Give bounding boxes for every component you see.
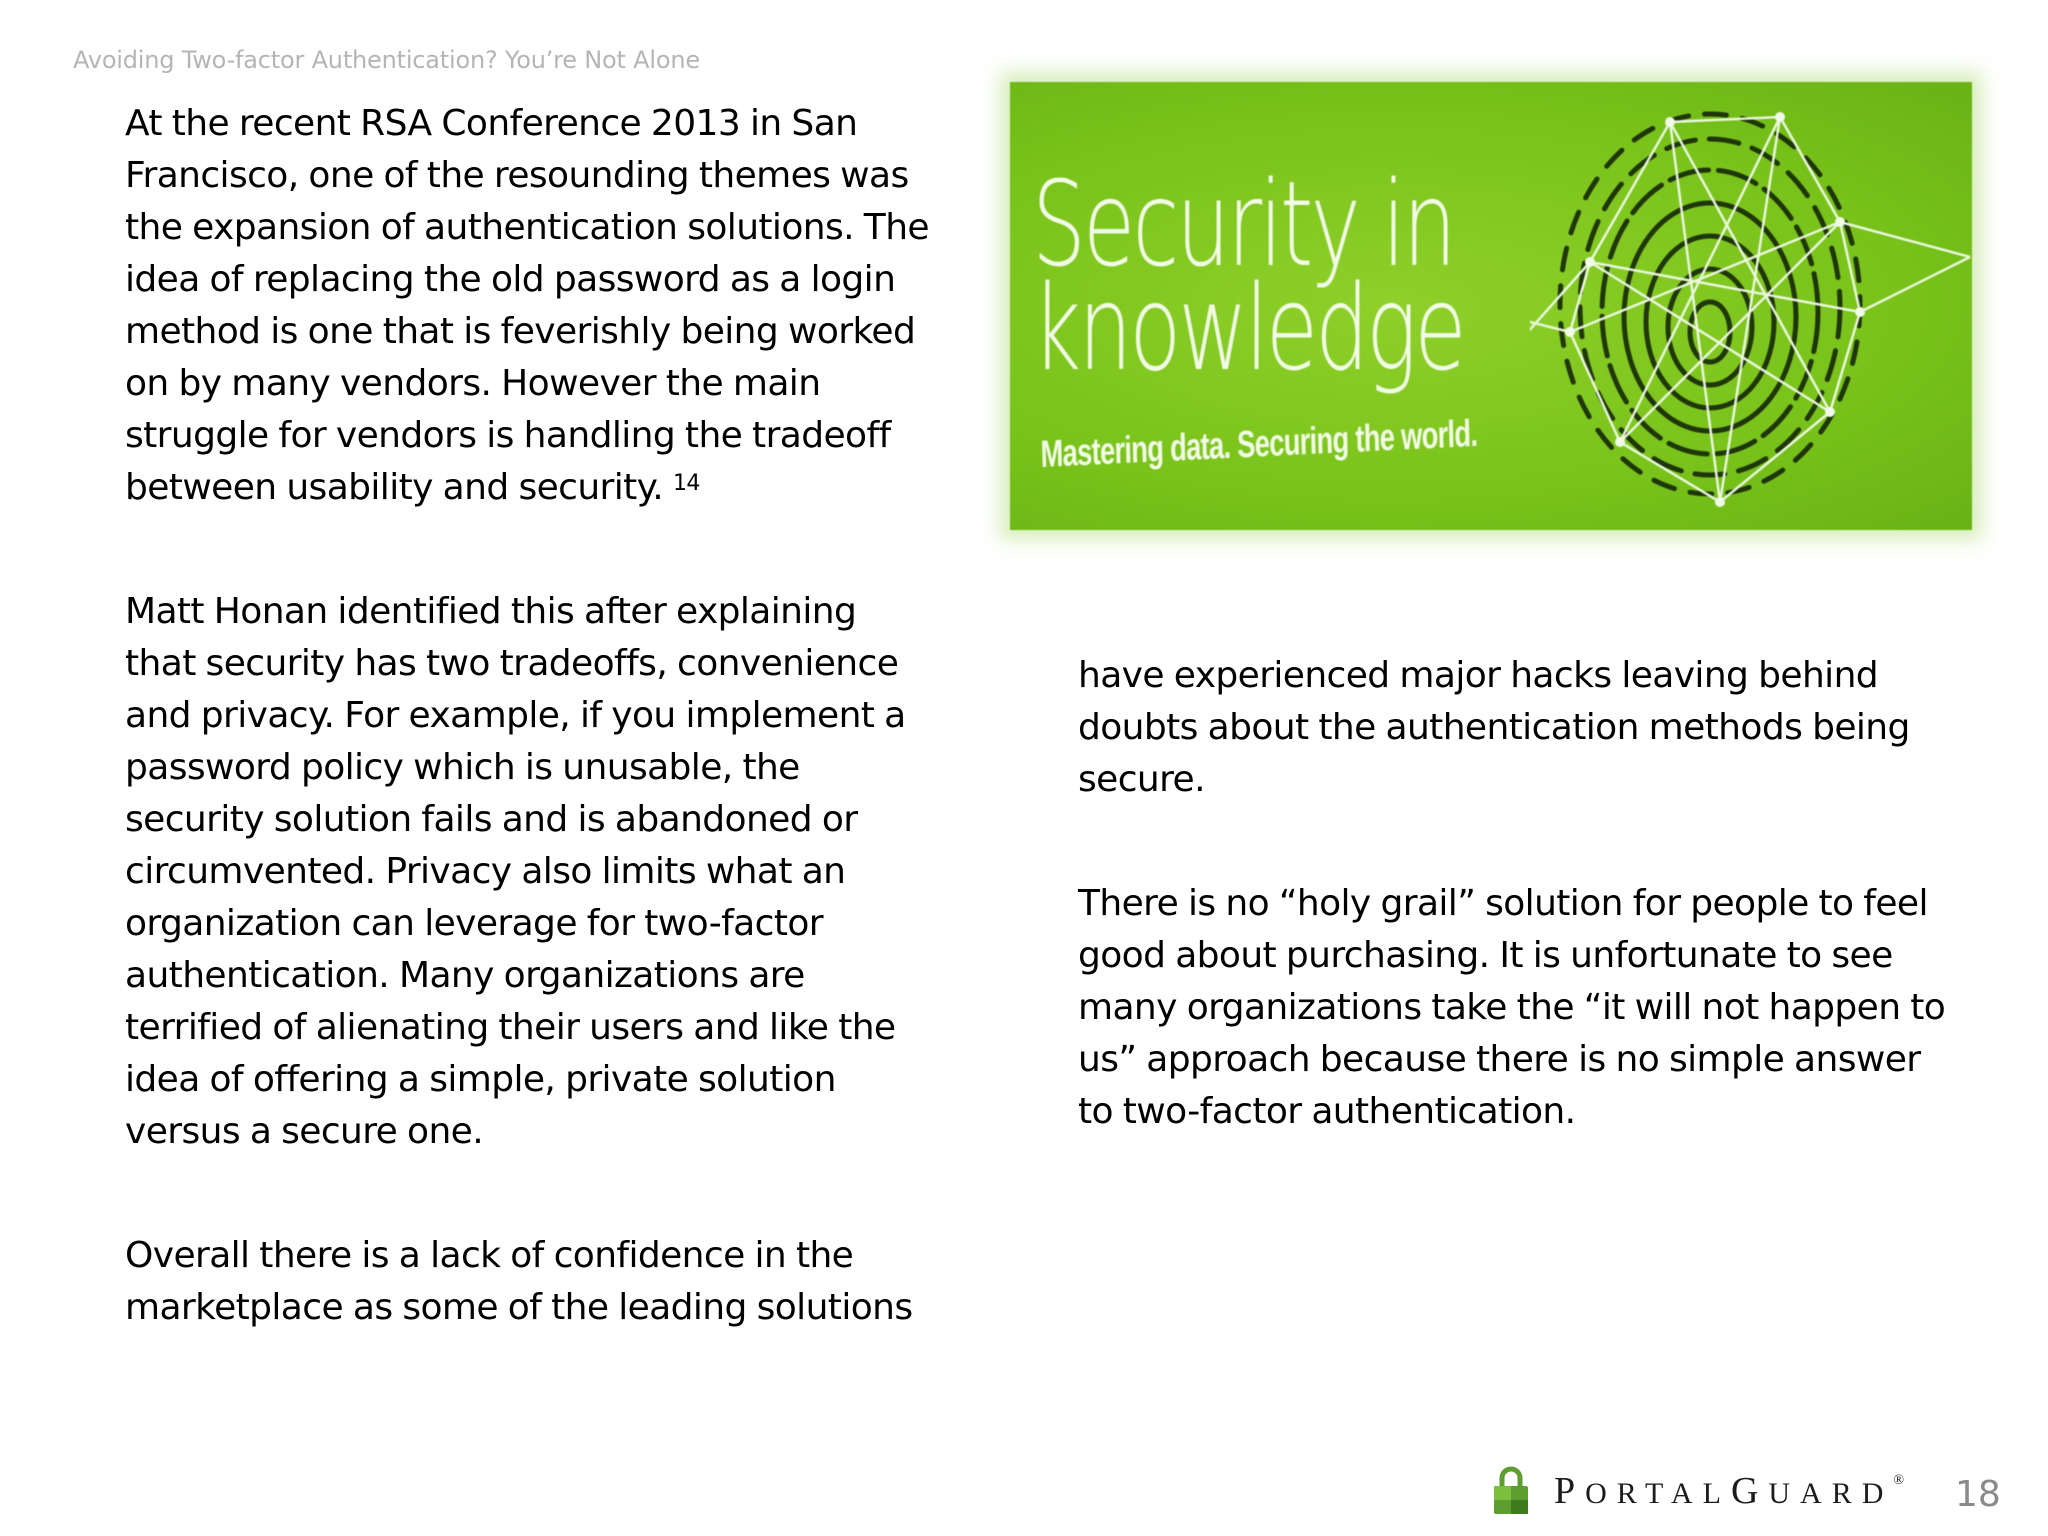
- text-line: that security has two tradeoffs, convenience: [125, 643, 899, 684]
- paragraph-major-hacks: [1078, 650, 1978, 806]
- fingerprint-network-icon: [1530, 82, 1972, 530]
- text-line: idea of replacing the old password as a login: [125, 259, 896, 300]
- text-line: versus a secure one.: [125, 1111, 484, 1152]
- text-line: security solution fails and is abandoned or: [125, 799, 858, 840]
- text-line: Matt Honan identified this after explaining: [125, 591, 857, 632]
- text-line: Overall there is a lack of confidence in the: [125, 1235, 854, 1276]
- text-line: many organizations take the “it will not happen to: [1078, 987, 1946, 1028]
- text-line: have experienced major hacks leaving behind: [1078, 655, 1879, 696]
- paragraph-holy-grail: [1078, 878, 1978, 1138]
- text-line: the expansion of authentication solutions. The: [125, 207, 929, 248]
- footnote-reference: 14: [672, 471, 700, 496]
- text-line: on by many vendors. However the main: [125, 363, 821, 404]
- security-in-knowledge-banner: [1010, 82, 1972, 530]
- text-line: secure.: [1078, 759, 1205, 800]
- brand-wordmark: [1554, 1469, 1904, 1513]
- left-column: [125, 98, 945, 1334]
- trademark-symbol: ®: [1893, 1473, 1905, 1488]
- text-line-with-footnote: [125, 462, 945, 514]
- text-line: There is no “holy grail” solution for people to feel: [1078, 883, 1928, 924]
- banner-title-line: Security in: [1032, 155, 1454, 293]
- text-line: At the recent RSA Conference 2013 in San: [125, 103, 858, 144]
- paragraph-rsa-conference: [125, 98, 945, 514]
- brand-letters: ORTAL: [1585, 1477, 1731, 1510]
- brand-letters: UARD: [1768, 1477, 1894, 1510]
- text-line: idea of offering a simple, private solution: [125, 1059, 836, 1100]
- banner-tagline: Mastering data. Securing the world.: [1040, 412, 1478, 476]
- portalguard-logo: [1492, 1466, 1904, 1516]
- padlock-icon: [1492, 1466, 1530, 1516]
- text-line: between usability and security.: [125, 467, 664, 508]
- text-line: circumvented. Privacy also limits what an: [125, 851, 846, 892]
- brand-letter: P: [1554, 1470, 1586, 1512]
- text-line: doubts about the authentication methods being: [1078, 707, 1910, 748]
- text-line: password policy which is unusable, the: [125, 747, 800, 788]
- text-line: terrified of alienating their users and like the: [125, 1007, 896, 1048]
- text-line: us” approach because there is no simple answer: [1078, 1039, 1921, 1080]
- brand-letter: G: [1730, 1470, 1769, 1512]
- text-line: struggle for vendors is handling the tradeoff: [125, 415, 891, 456]
- banner-title-line: knowledge: [1032, 259, 1464, 397]
- page-number: 18: [1955, 1474, 2001, 1515]
- text-line: good about purchasing. It is unfortunate to see: [1078, 935, 1893, 976]
- text-line: authentication. Many organizations are: [125, 955, 805, 996]
- running-header-title: Avoiding Two-factor Authentication? You’re Not Alone: [73, 46, 700, 74]
- banner-title: [1032, 155, 1464, 397]
- text-line: to two-factor authentication.: [1078, 1091, 1576, 1132]
- right-column: [1078, 650, 1978, 1138]
- text-line: organization can leverage for two-factor: [125, 903, 823, 944]
- text-line: and privacy. For example, if you implement a: [125, 695, 906, 736]
- text-line: method is one that is feverishly being worked: [125, 311, 916, 352]
- paragraph-matt-honan: [125, 586, 945, 1158]
- text-line: Francisco, one of the resounding themes was: [125, 155, 909, 196]
- text-line: marketplace as some of the leading solutions: [125, 1287, 913, 1328]
- paragraph-lack-of-confidence: [125, 1230, 945, 1334]
